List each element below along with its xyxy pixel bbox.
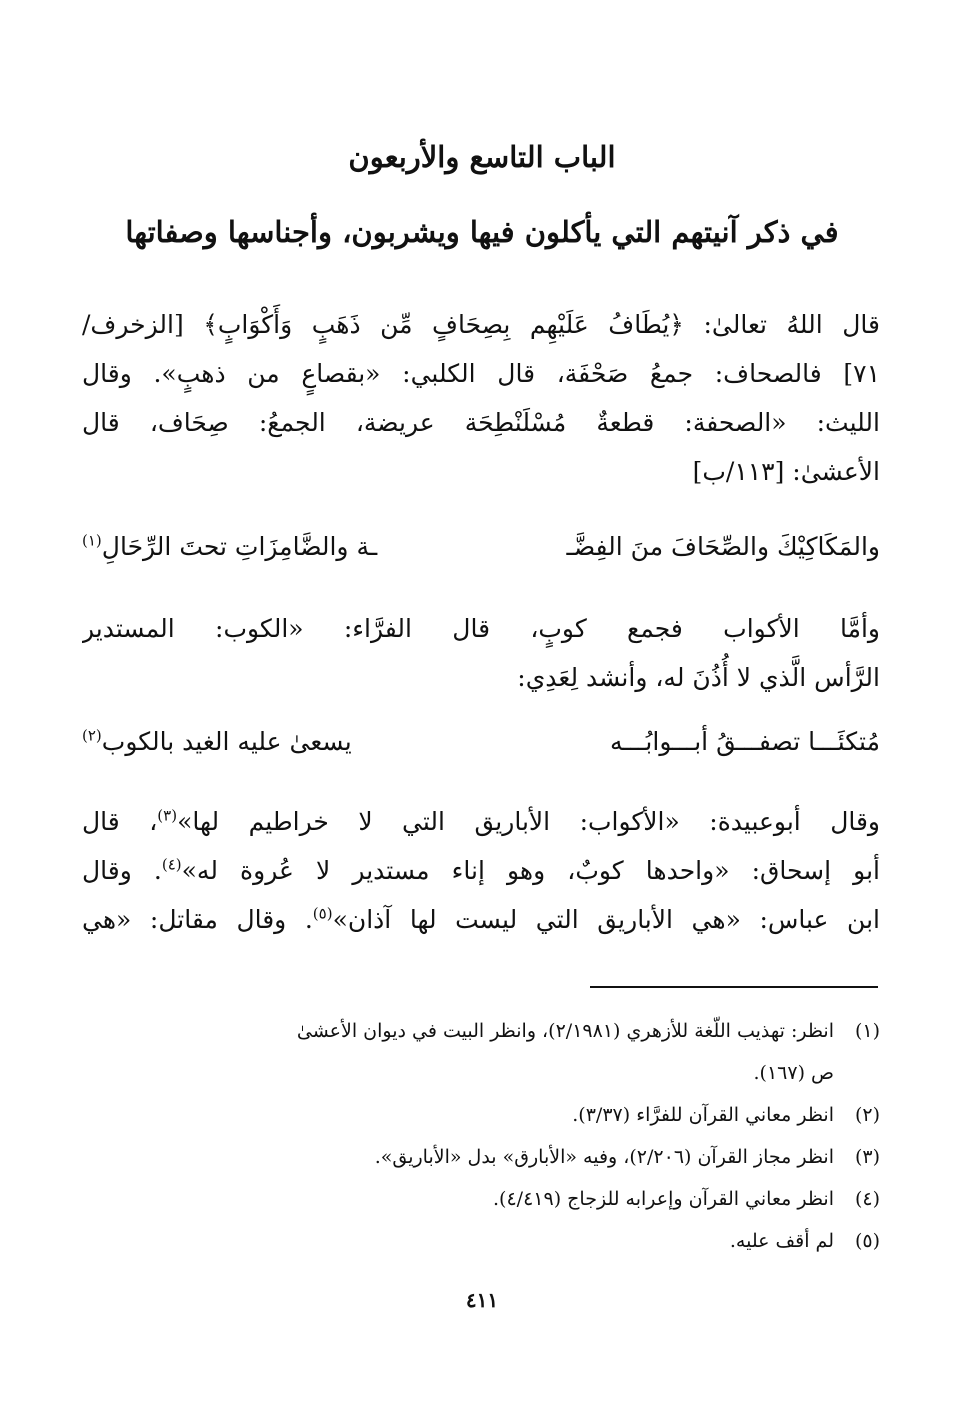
page-number: ٤١١: [465, 1288, 499, 1312]
paragraph-line: وأمَّا الأكواب فجمع كوبٍ، قال الفرَّاء: «الكوب: المستدير: [82, 614, 880, 643]
footnote-ref: (٢): [82, 726, 102, 745]
footnote-item: [82, 1010, 880, 1052]
paragraph-3: [82, 797, 880, 944]
paragraph-line: قال اللهُ تعالىٰ: ﴿يُطَافُ عَلَيْهِم بِصِحَافٍ مِّن ذَهَبٍ وَأَكْوَابٍ﴾ [الزخرف/: [82, 310, 880, 339]
paragraph-line: وقال أبوعبيدة: «الأكواب: الأباريق التي لا خراطيم لها»$^{(٣)}$، قال: [82, 806, 880, 836]
footnote-number: (٣): [854, 1146, 880, 1168]
footnote-number: (٥): [854, 1230, 880, 1252]
footnote-item: [82, 1094, 880, 1136]
footnote-item: [82, 1136, 880, 1178]
chapter-subtitle: في ذكر آنيتهم التي يأكلون فيها ويشربون، وأجناسها وصفاتها: [125, 215, 839, 249]
footnote-text: انظر معاني القرآن وإعرابه للزجاج (٤/٤١٩).: [493, 1188, 834, 1210]
footnote-text: انظر مجاز القرآن (٢/٢٠٦)، وفيه «الأبارق» بدل «الأباريق».: [374, 1146, 834, 1168]
paragraph-2: [82, 604, 880, 702]
poetry-verse-1: [82, 527, 880, 567]
paragraph-1: [82, 300, 880, 496]
poetry-verse-2: [82, 722, 880, 762]
footnotes: [82, 1010, 880, 1262]
footnote-continuation: ص (١٦٧).: [753, 1062, 834, 1084]
verse-hemistich-right: مُتكئَـــا تصفـــقُ أبـــوابُـــه: [610, 727, 880, 756]
footnote-ref: (٥): [312, 904, 333, 923]
paragraph-line: ابن عباس: «هي الأباريق التي ليست لها آذان»$^{(٥)}$. وقال مقاتل: «هي: [82, 904, 880, 934]
footnote-number: (١): [854, 1020, 880, 1042]
verse-hemistich-left: ـة والضَّامِزَاتِ تحتَ الرِّحَالِ$^{(١)}$: [82, 531, 378, 561]
paragraph-line: أبو إسحاق: «واحدها كوبٌ، وهو إناء مستدير لا عُروة له»$^{(٤)}$. وقال: [82, 855, 880, 885]
paragraph-line: الرَّأس الَّذي لا أُذُنَ له، وأنشد لِعَدِي:: [517, 663, 880, 692]
footnote-number: (٢): [854, 1104, 880, 1126]
paragraph-line: الأعشىٰ: [١١٣/ب]: [692, 457, 880, 486]
footnote-text: انظر معاني القرآن للفرَّاء (٣/٣٧).: [572, 1104, 834, 1126]
paragraph-line: ٧١] فالصحاف: جمعُ صَحْفَة، قال الكلبي: «بقصاعٍ من ذهبٍ». وقال: [82, 359, 880, 388]
verse-hemistich-right: والمَكَاكِيْكَ والصِّحَافَ منَ الفِضَّـ: [566, 532, 880, 561]
footnote-ref: (٣): [157, 806, 178, 825]
footnote-text: انظر: تهذيب اللّغة للأزهري (٢/١٩٨١)، وانظر البيت في ديوان الأعشىٰ: [296, 1020, 834, 1042]
footnote-text: لم أقف عليه.: [729, 1230, 834, 1252]
footnote-divider: [590, 986, 878, 988]
footnote-item: [82, 1220, 880, 1262]
paragraph-line: الليث: «الصحفة: قطعةٌ مُسْلَنْطِحَة عريضة، الجمعُ: صِحَاف، قال: [82, 408, 880, 437]
footnote-number: (٤): [854, 1188, 880, 1210]
chapter-title: الباب التاسع والأربعون: [348, 140, 616, 174]
verse-hemistich-left: يسعىٰ عليه الغيد بالكوب$^{(٢)}$: [82, 726, 352, 756]
footnote-item: [82, 1178, 880, 1220]
footnote-ref: (١): [82, 531, 102, 550]
footnote-ref: (٤): [161, 855, 182, 874]
